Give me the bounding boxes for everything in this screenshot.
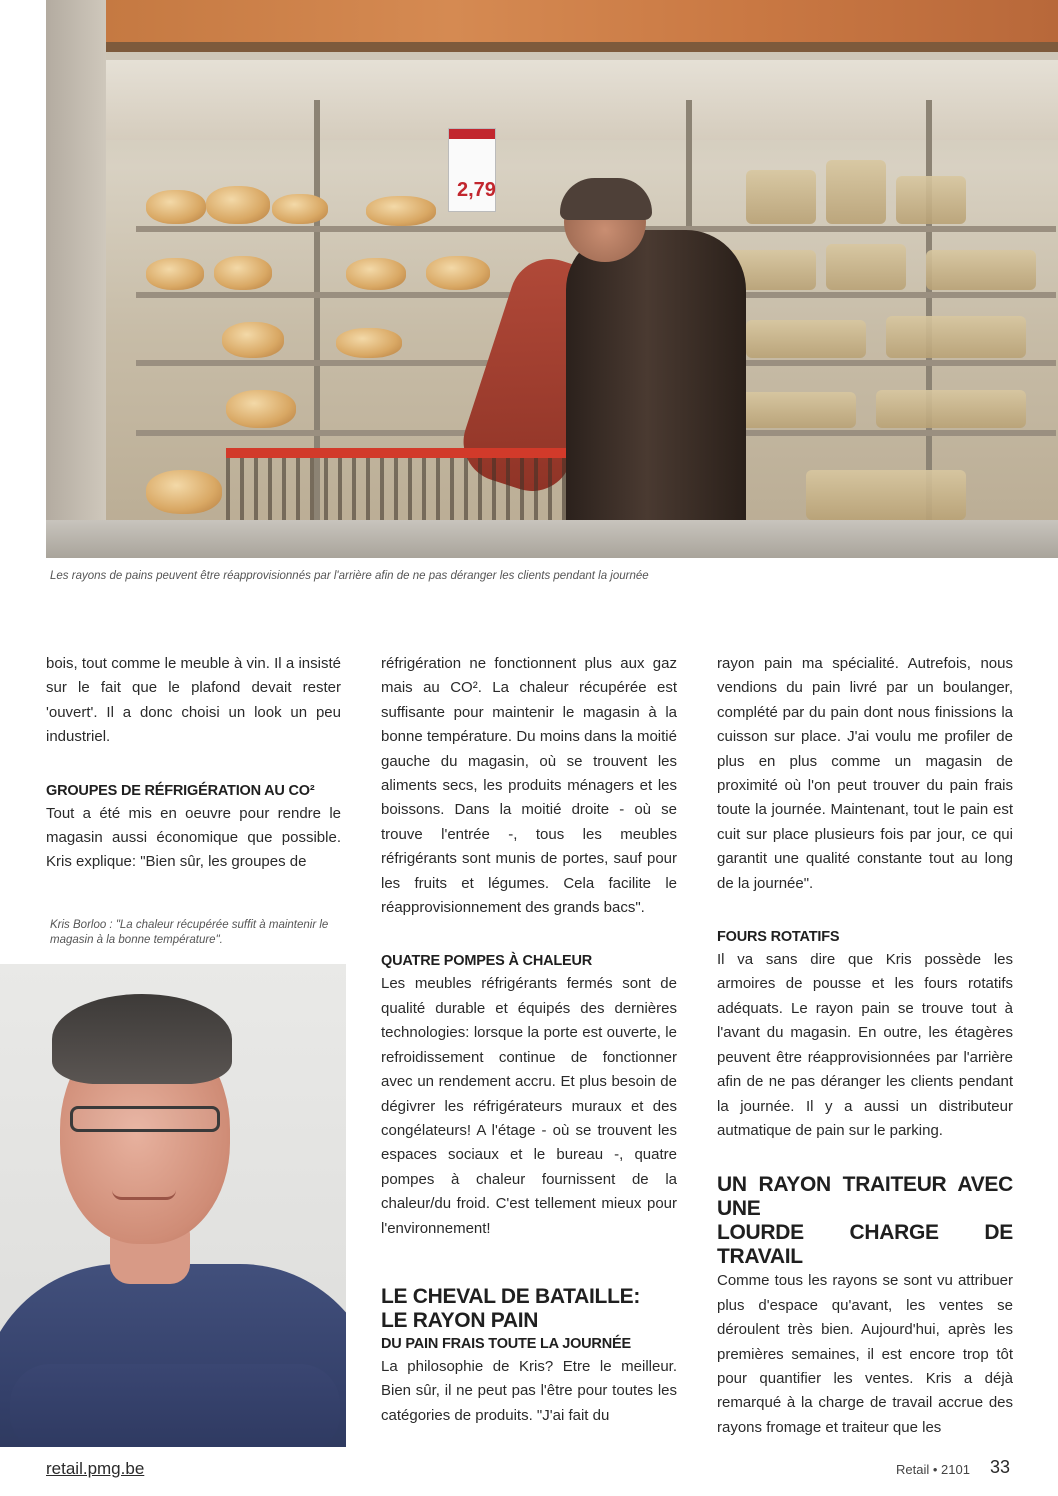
bread-bag (886, 316, 1026, 358)
price-tag (448, 128, 496, 212)
bread-bag (826, 244, 906, 290)
portrait-crossed-arms (10, 1364, 340, 1447)
bread-loaf (146, 470, 222, 514)
shopper-vest (566, 230, 746, 558)
major-heading-line1: UN RAYON TRAITEUR AVEC UNE (717, 1173, 1013, 1221)
paragraph: Tout a été mis en oeuvre pour rendre le magasin aussi économique que possible. Kris explique: "Bien sûr, les groupes de (46, 804, 341, 871)
bread-bag (746, 320, 866, 358)
page-number: 33 (990, 1457, 1011, 1477)
bread-loaf (206, 186, 270, 224)
bread-bag (806, 470, 966, 520)
sub-heading: DU PAIN FRAIS TOUTE LA JOURNÉE (381, 1335, 631, 1352)
paragraph: Il va sans dire que Kris possède les armoires de pousse et les fours rotatifs adéquats. Le rayon pain se trouve tout à l'avant du magasin. En outre, les étagères peuvent être réapprovisionnées par l'arrière afin de ne pas déranger les clients pendant la journée. Il y a aussi un distributeur autmatique de pain sur le parking. (717, 951, 1013, 1139)
section-heading: FOURS ROTATIFS (717, 929, 840, 946)
text-column-2 (381, 652, 677, 1428)
bread-bag (876, 390, 1026, 428)
bread-bag (926, 250, 1036, 290)
bread-bag (826, 160, 886, 224)
counter (46, 520, 1058, 558)
spacer (381, 920, 677, 950)
bread-bag (736, 392, 856, 428)
back-wall (106, 60, 1058, 140)
paragraph: Les meubles réfrigérants fermés sont de qualité durable et équipés des dernières technologies: lorsque la porte est ouverte, le refroidissement continue de fonctionner avec un rendement accru. Et plus besoin de dégivrer les réfrigérateurs muraux et des congélateurs! A l'étage - où se trouvent les espaces sociaux et le bureau -, quatre pompes à chaleur fournissent de la chaleur/du froid. C'est tellement mieux pour l'environnement! (381, 975, 677, 1237)
portrait-hair (52, 994, 232, 1084)
hero-photo-bread-shelves (46, 0, 1058, 558)
price-tag-header (449, 129, 495, 139)
major-heading-line1: LE CHEVAL DE BATAILLE: (381, 1284, 641, 1308)
bread-loaf (214, 256, 272, 290)
bread-loaf (146, 190, 206, 224)
bread-bag (896, 176, 966, 224)
bread-loaf (146, 258, 204, 290)
issue-label: Retail • 2101 (896, 1462, 970, 1477)
portrait-caption: Kris Borloo : "La chaleur récupérée suffit à maintenir le magasin à la bonne température". (50, 919, 329, 946)
paragraph: Comme tous les rayons se sont vu attribuer plus d'espace qu'avant, les ventes se déroulent très bien. Aujourd'hui, après les premières semaines, il est encore trop tôt pour quantifier les ventes. Kris a déjà remarqué à la charge de travail accrue des rayons fromage et traiteur que les (717, 1272, 1013, 1436)
portrait-smile (112, 1190, 176, 1200)
photo-caption: Les rayons de pains peuvent être réapprovisionnés par l'arrière afin de ne pas déranger les clients pendant la journée (50, 570, 649, 582)
bread-loaf (366, 196, 436, 226)
spacer (381, 1241, 677, 1285)
paragraph: réfrigération ne fonctionnent plus aux gaz mais au CO². La chaleur récupérée est suffisante pour maintenir le magasin à la bonne température. Du moins dans la moitié gauche du magasin, où se trouvent les aliments secs, les produits ménagers et les boissons. Dans la moitié droite - où se trouve l'entrée -, tous les meubles réfrigérants sont munis de portes, sauf pour les fruits et légumes. Cela facilite le réapprovisionnement des grands bacs". (381, 655, 677, 917)
paragraph: rayon pain ma spécialité. Autrefois, nous vendions du pain livré par un boulanger, complété par du pain dont nous finissions la cuisson sur place. J'ai voulu me profiler de plus en plus comme un magasin de proximité où l'on peut trouver du pain frais toute la journée. Maintenant, tout le pain est cuit sur place plusieurs fois par jour, ce qui garantit une qualité constante tout au long de la journée". (717, 655, 1013, 892)
text-column-1 (46, 652, 341, 875)
major-heading-line2: LOURDE CHARGE DE TRAVAIL (717, 1221, 1013, 1269)
spacer (717, 1143, 1013, 1173)
text-column-3 (717, 652, 1013, 1440)
bread-loaf (222, 322, 284, 358)
paragraph: La philosophie de Kris? Etre le meilleur. Bien sûr, il ne peut pas l'être pour toutes les catégories de produits. "J'ai fait du (381, 1357, 677, 1424)
bread-loaf (226, 390, 296, 428)
bread-loaf (426, 256, 490, 290)
portrait-photo (0, 964, 346, 1447)
banner-trim (46, 42, 1058, 52)
paragraph: bois, tout comme le meuble à vin. Il a insisté sur le fait que le plafond devait rester 'ouvert'. Il a donc choisi un look un peu industriel. (46, 655, 341, 746)
bread-bag (746, 170, 816, 224)
portrait-glasses (70, 1106, 220, 1132)
spacer (717, 896, 1013, 926)
pillar (46, 0, 106, 558)
major-heading-line2: LE RAYON PAIN (381, 1308, 539, 1332)
price-tag-value: 2,79 (457, 179, 496, 201)
bread-loaf (272, 194, 328, 224)
section-heading: GROUPES DE RÉFRIGÉRATION AU CO² (46, 782, 315, 799)
spacer (46, 750, 341, 780)
website-link[interactable]: retail.pmg.be (46, 1459, 145, 1478)
shopper-cap (560, 178, 652, 220)
section-heading: QUATRE POMPES À CHALEUR (381, 953, 593, 970)
bread-loaf (346, 258, 406, 290)
bakery-banner (46, 0, 1058, 42)
bread-loaf (336, 328, 402, 358)
